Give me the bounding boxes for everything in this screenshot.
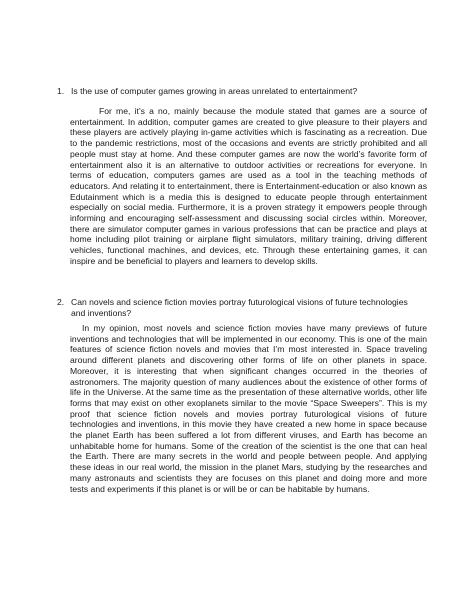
question-1-text: Is the use of computer games growing in areas unrelated to entertainment? — [71, 86, 358, 96]
question-2-text: Can novels and science fiction movies portray futurological visions of future technologies and inventions? — [71, 297, 408, 318]
answer-2 — [70, 323, 427, 494]
question-2-number: 2. — [57, 297, 65, 307]
question-1-number: 1. — [57, 86, 65, 96]
answer-2-text: In my opinion, most novels and science fiction movies have many previews of future inventions and technologies that will be implemented in our economy. This is one of the main features of science fiction novels and movies that I’m most interested in. Space traveling around different planets and discovering other forms of life on other planets in space. Moreover, it is interesting that when significant changes occurred in the theories of astronomers. The majority question of many audiences about the existence of other forms of life in the Universe. At the same time as the presentation of these alternative worlds, other life forms that may exist on other exoplanets similar to the movie “Space Sweepers”. This is my proof that science fiction novels and movies portray futurological visions of future technologies and inventions, in this movie they have created a new home in space because the planet Earth has been suffered a lot from different viruses, and Earth has become an unhabitable home for humans. Some of the creation of the scientist is the one that can heal the Earth. There are many secrets in the world and people between people. And applying these ideas in our real world, the mission in the planet Mars, studying by the researches and many astronauts and scientists they are focuses on this planet and doing more and more tests and experiments if this planet is or will be or can be habitable by humans. — [70, 323, 427, 494]
answer-1 — [70, 106, 427, 267]
question-2 — [57, 297, 417, 318]
question-1 — [57, 86, 417, 97]
answer-1-text: For me, it’s a no, mainly because the module stated that games are a source of entertainment. In addition, computer games are created to give pleasure to their players and these players are actively playing in-game activities which is fascinating as a recreation. Due to the pandemic restrictions, most of the occasions and events are strictly prohibited and all people must stay at home. And these computer games are now the world’s favorite form of entertainment also it is an alternative to outdoor activities or recreations for everyone. In terms of education, computers games are used as a tool in the teaching methods of educators. And relating it to entertainment, there is Entertainment-education or also known as Edutainment which is a media this is designed to educate people through entertainment especially on social media. Furthermore, it is a proven strategy it empowers people through informing and encouraging self-assessment and discussing social circles within. Moreover, there are simulator computer games in various professions that can be practice and plays at home including pilot training or airplane flight simulators, military training, driving different vehicles, functional machines, and devices, etc. Through these entertaining games, it can inspire and be beneficial to players and learners to develop skills. — [70, 106, 427, 266]
